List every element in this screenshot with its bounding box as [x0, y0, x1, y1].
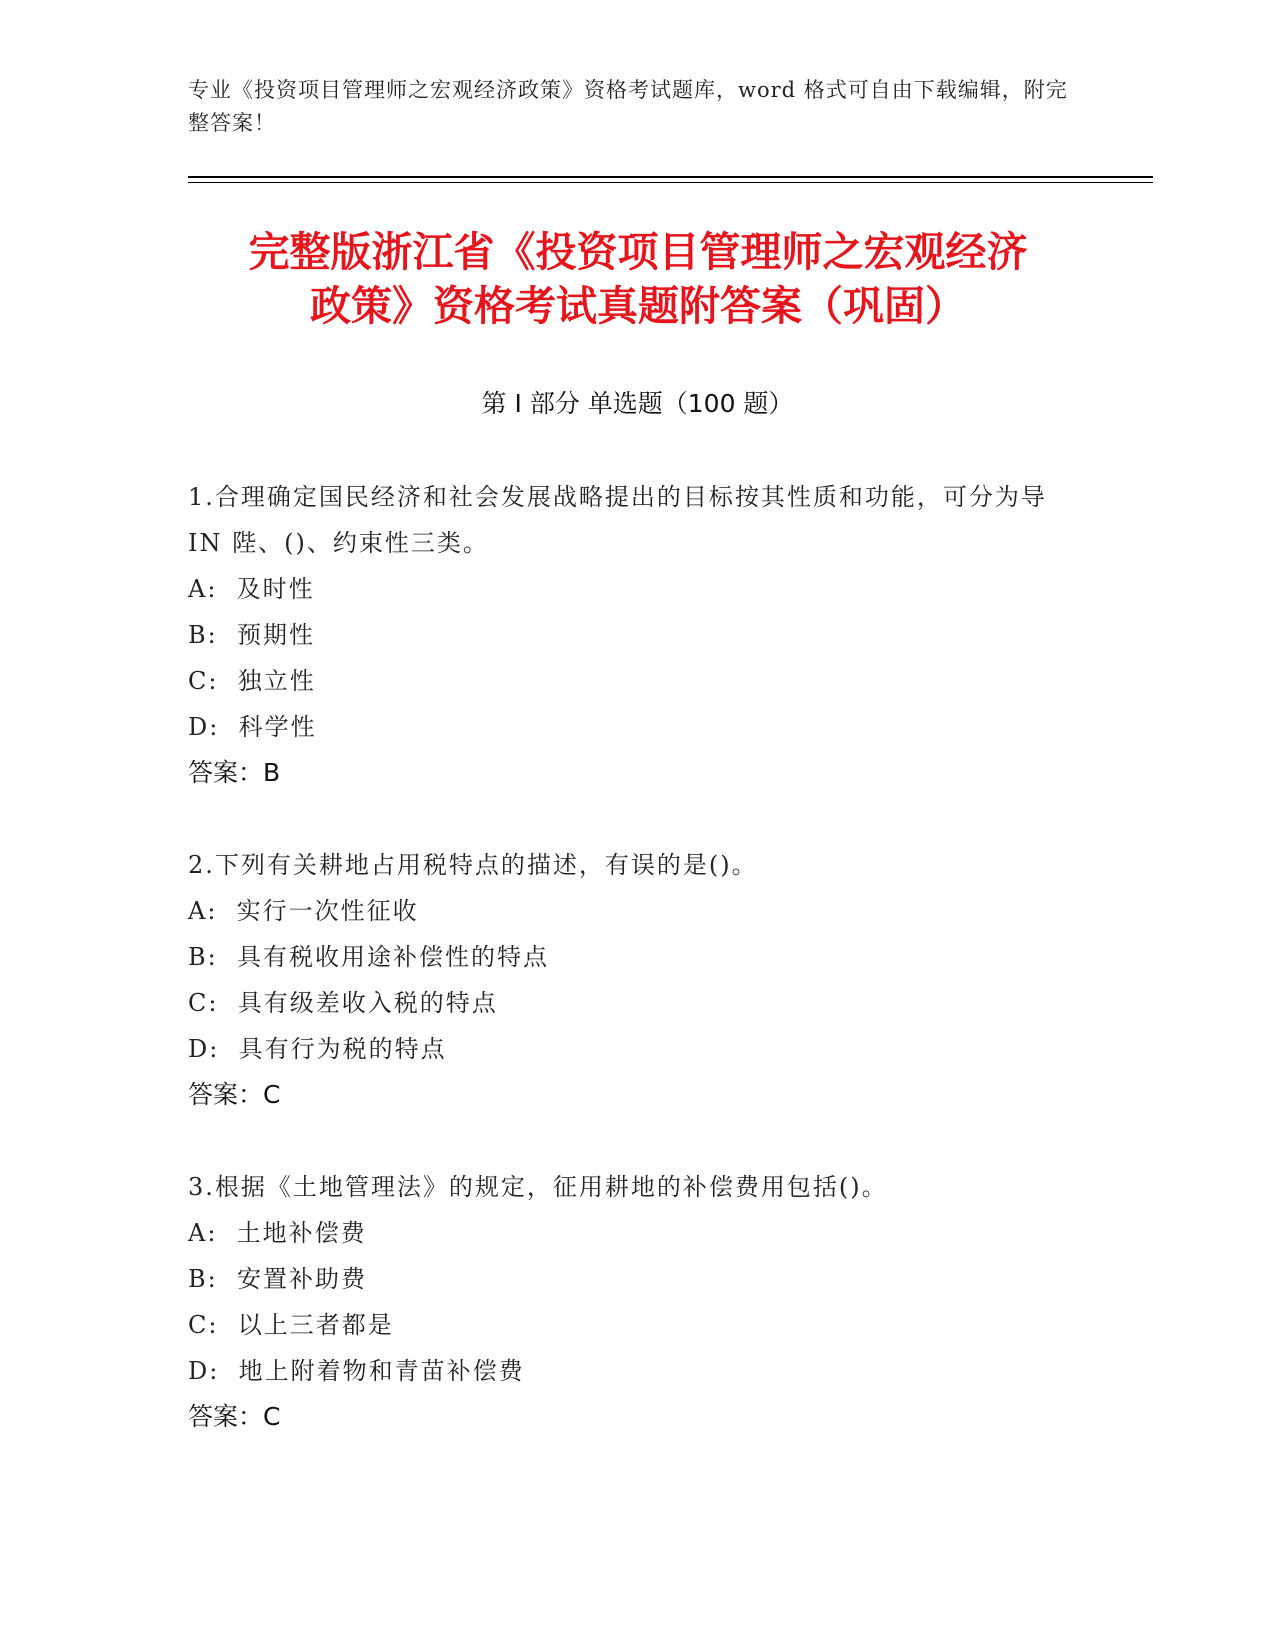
- option-a: A: 土地补偿费: [188, 1219, 367, 1247]
- question-list: [188, 474, 1068, 1486]
- question-stem: 2.下列有关耕地占用税特点的描述，有误的是()。: [188, 851, 758, 879]
- option-b: B: 预期性: [188, 621, 315, 649]
- option-d: D: 地上附着物和青苗补偿费: [188, 1357, 525, 1385]
- question-2: [188, 842, 1068, 1118]
- question-stem: 1.合理确定国民经济和社会发展战略提出的目标按其性质和功能，可分为导 IN 陛、()、约束性三类。: [188, 483, 1047, 557]
- option-b: B: 安置补助费: [188, 1265, 367, 1293]
- option-a: A: 实行一次性征收: [188, 897, 419, 925]
- document-title-line-1: 完整版浙江省《投资项目管理师之宏观经济: [248, 228, 1028, 276]
- option-c: C: 具有级差收入税的特点: [188, 989, 498, 1017]
- option-d: D: 科学性: [188, 713, 317, 741]
- answer: 答案：B: [188, 758, 281, 787]
- answer: 答案：C: [188, 1080, 281, 1109]
- option-a: A: 及时性: [188, 575, 315, 603]
- question-stem: 3.根据《土地管理法》的规定，征用耕地的补偿费用包括()。: [188, 1173, 888, 1201]
- option-c: C: 以上三者都是: [188, 1311, 394, 1339]
- section-title: 第 I 部分 单选题（100 题）: [481, 389, 794, 418]
- header-note: 专业《投资项目管理师之宏观经济政策》资格考试题库，word 格式可自由下载编辑，附完整答案！: [188, 78, 1068, 135]
- header-divider-thin: [188, 182, 1153, 183]
- header-divider-thick: [188, 176, 1153, 178]
- document-title: [188, 225, 1088, 333]
- document-title-line-2: 政策》资格考试真题附答案（巩固）: [310, 282, 966, 330]
- answer: 答案：C: [188, 1402, 281, 1431]
- option-d: D: 具有行为税的特点: [188, 1035, 447, 1063]
- question-3: [188, 1164, 1068, 1440]
- question-1: [188, 474, 1068, 796]
- option-b: B: 具有税收用途补偿性的特点: [188, 943, 549, 971]
- option-c: C: 独立性: [188, 667, 316, 695]
